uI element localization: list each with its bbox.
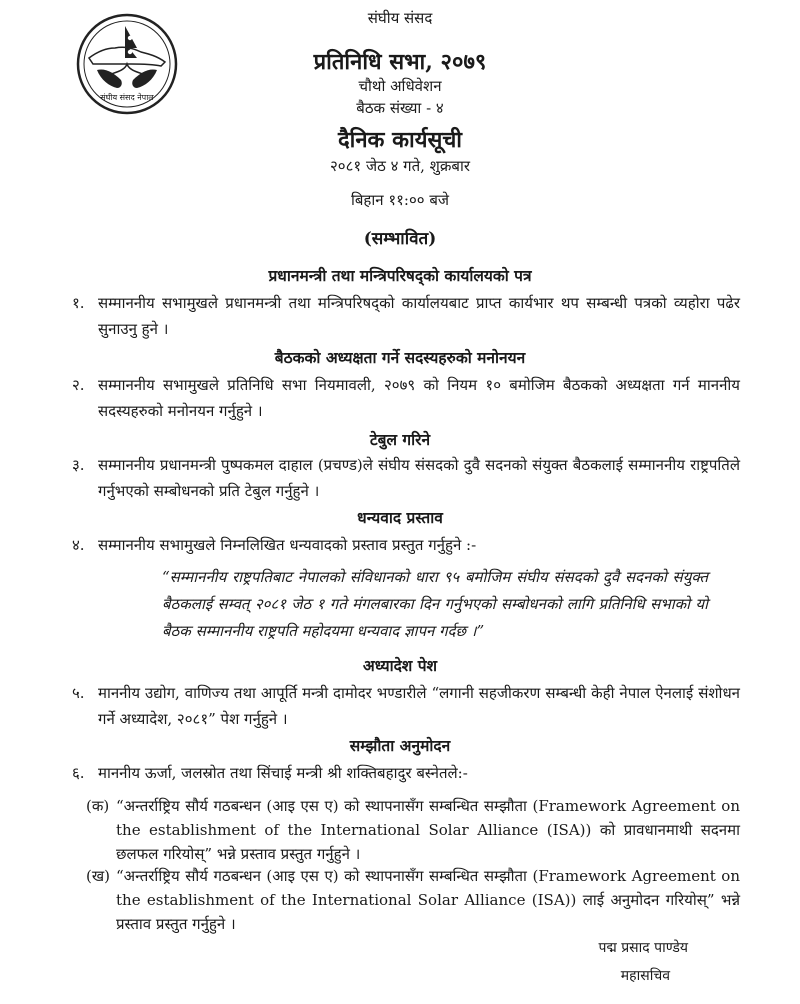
item-number: ४. bbox=[72, 536, 85, 554]
item-number: ५. bbox=[72, 684, 85, 702]
agenda-subitem-ka bbox=[86, 794, 740, 866]
agenda-subitem-kha bbox=[86, 864, 740, 936]
agenda-date: २०८१ जेठ ४ गते, शुक्रबार bbox=[330, 157, 470, 175]
item-text: माननीय उद्योग, वाणिज्य तथा आपूर्ति मन्त्री दामोदर भण्डारीले “लगानी सहजीकरण सम्बन्धी केही नेपाल ऐनलाई संशोधन गर्ने अध्यादेश, २०८१” पेश गर्नुहुने । bbox=[98, 684, 740, 728]
item-number: ३. bbox=[72, 456, 85, 474]
item-text: सम्माननीय सभामुखले प्रतिनिधि सभा नियमावली, २०७९ को नियम १० बमोजिम बैठकको अध्यक्षता गर्न माननीय सदस्यहरुको मनोनयन गर्नुहुने । bbox=[98, 376, 740, 420]
agenda-status: (सम्भावित) bbox=[363, 229, 437, 249]
agenda-item-6 bbox=[72, 760, 740, 786]
signatory-name: पद्म प्रसाद पाण्डेय bbox=[598, 940, 688, 956]
item-text: माननीय ऊर्जा, जलस्रोत तथा सिंचाई मन्त्री श्री शक्तिबहादुर बस्नेतले:- bbox=[98, 764, 468, 782]
agenda-time: बिहान ११:०० बजे bbox=[350, 191, 450, 209]
agenda-item-1 bbox=[72, 290, 740, 342]
agenda-title: दैनिक कार्यसूची bbox=[337, 127, 463, 153]
agenda-item-3 bbox=[72, 452, 740, 504]
item-number: २. bbox=[72, 376, 85, 394]
section-heading-agreement-ratification: सम्झौता अनुमोदन bbox=[349, 736, 451, 755]
item-text: सम्माननीय सभामुखले प्रधानमन्त्री तथा मन्त्रिपरिषद्को कार्यालयबाट प्राप्त कार्यभार थप सम्बन्धी पत्रको व्यहोरा पढेर सुनाउनु हुने । bbox=[98, 294, 740, 338]
agenda-item-2 bbox=[72, 372, 740, 424]
section-heading-ordinance: अध्यादेश पेश bbox=[362, 656, 438, 675]
item-number: १. bbox=[72, 294, 85, 312]
section-heading-table: टेबुल गरिने bbox=[369, 430, 431, 449]
section-heading-chair-nomination: बैठकको अध्यक्षता गर्ने सदस्यहरुको मनोनयन bbox=[274, 348, 526, 367]
session-label: चौथो अधिवेशन bbox=[358, 77, 442, 95]
agenda-item-5 bbox=[72, 680, 740, 732]
item-text: सम्माननीय सभामुखले निम्नलिखित धन्यवादको प्रस्ताव प्रस्तुत गर्नुहुने :- bbox=[98, 536, 477, 554]
house-title: प्रतिनिधि सभा, २०७९ bbox=[313, 49, 487, 75]
item-number: ६. bbox=[72, 764, 85, 782]
item-text: सम्माननीय प्रधानमन्त्री पुष्पकमल दाहाल (प्रचण्ड)ले संघीय संसदको दुवै सदनको संयुक्त बैठकलाई सम्माननीय राष्ट्रपतिले गर्नुभएको सम्बोधनको प्रति टेबुल गर्नुहुने । bbox=[98, 456, 740, 500]
subitem-text: “अन्तर्राष्ट्रिय सौर्य गठबन्धन (आइ एस ए) को स्थापनासँग सम्बन्धित सम्झौता (Framework Agreement on the establishment of the International Solar Alliance (ISA)) लाई अनुमोदन गरियोस्” भन्ने प्रस्ताव प्रस्तुत गर्नुहुने । bbox=[116, 867, 740, 933]
thanks-motion-quote: “सम्माननीय राष्ट्रपतिबाट नेपालको संविधानको धारा ९५ बमोजिम संघीय संसदको दुवै सदनको संयुक्त बैठकलाई सम्वत् २०८१ जेठ १ गते मंगलबारका दिन गर्नुभएको सम्बोधनको लागि प्रतिनिधि सभाको यो बैठक सम्माननीय राष्ट्रपति महोदयमा धन्यवाद ज्ञापन गर्दछ ।” bbox=[162, 568, 708, 640]
subitem-number: (ख) bbox=[86, 867, 110, 885]
signatory-title: महासचिव bbox=[620, 968, 670, 984]
agenda-item-4 bbox=[72, 532, 740, 558]
subitem-number: (क) bbox=[86, 797, 110, 815]
section-heading-thanks-motion: धन्यवाद प्रस्ताव bbox=[357, 508, 443, 527]
emblem-caption: संघीय संसद नेपाल bbox=[100, 93, 154, 102]
sitting-number: बैठक संख्या - ४ bbox=[356, 99, 444, 117]
parliament-name: संघीय संसद bbox=[367, 9, 433, 27]
subitem-text: “अन्तर्राष्ट्रिय सौर्य गठबन्धन (आइ एस ए) को स्थापनासँग सम्बन्धित सम्झौता (Framework Agreement on the establishment of the International Solar Alliance (ISA)) को प्रावधानमाथी सदनमा छलफल गरियोस्” भन्ने प्रस्ताव प्रस्तुत गर्नुहुने । bbox=[116, 797, 740, 863]
section-heading-pm-office-letter: प्रधानमन्त्री तथा मन्त्रिपरिषद्को कार्यालयको पत्र bbox=[268, 266, 532, 285]
